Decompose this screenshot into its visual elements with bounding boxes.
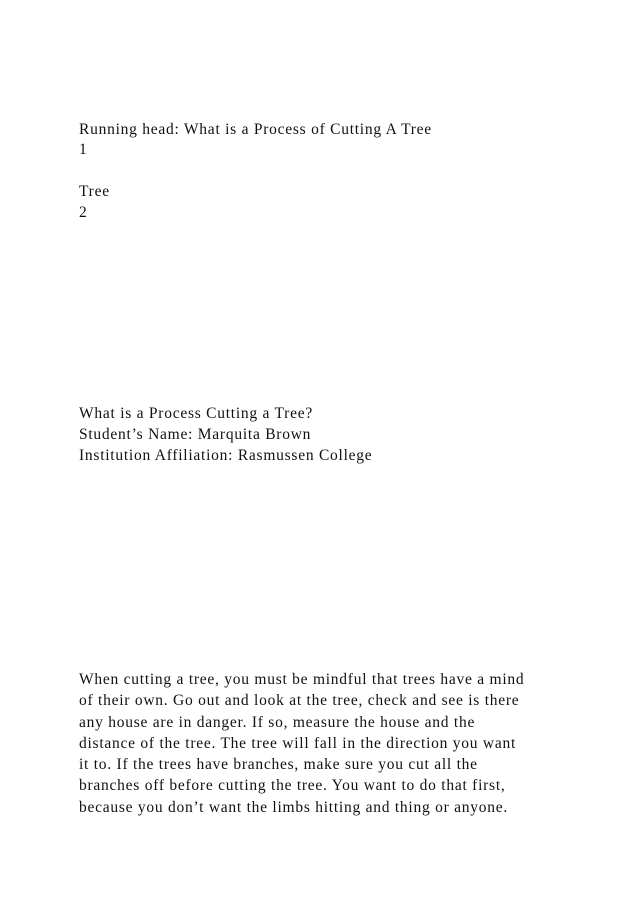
running-head: Running head: What is a Process of Cutting A Tree	[79, 121, 432, 138]
paragraph-line: of their own. Go out and look at the tree, check and see is there	[79, 692, 520, 710]
short-title: Tree	[79, 183, 110, 200]
paragraph-line: When cutting a tree, you must be mindful that trees have a mind	[79, 671, 525, 688]
page-number: 2	[79, 204, 88, 221]
body-paragraph	[79, 669, 524, 818]
page-number: 1	[79, 141, 88, 158]
paragraph-line: branches off before cutting the tree. You want to do that first,	[79, 777, 506, 795]
paragraph-line: any house are in danger. If so, measure the house and the	[79, 713, 476, 731]
paragraph-line: because you don’t want the limbs hitting and thing or anyone.	[79, 798, 509, 816]
student-name: Student’s Name: Marquita Brown	[79, 426, 312, 443]
paragraph-line: distance of the tree. The tree will fall in the direction you want	[79, 734, 517, 752]
paper-title: What is a Process Cutting a Tree?	[79, 405, 313, 422]
paragraph-line: it to. If the trees have branches, make sure you cut all the	[79, 756, 478, 774]
institution-affiliation: Institution Affiliation: Rasmussen College	[79, 447, 373, 464]
